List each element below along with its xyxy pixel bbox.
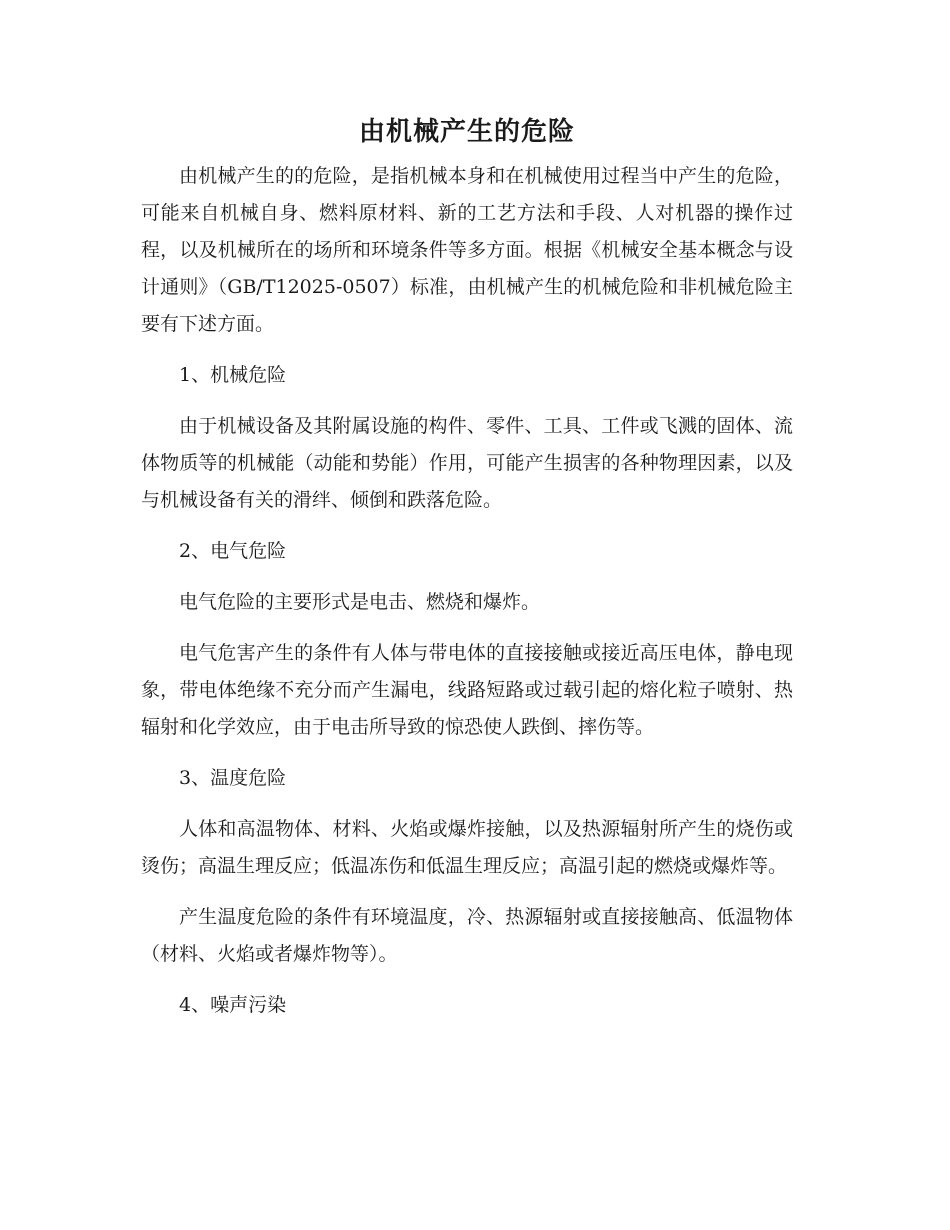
section-heading-noise: 4、噪声污染 xyxy=(179,994,287,1016)
mechanical-hazard-paragraph: 由于机械设备及其附属设施的构件、零件、工具、工件或飞溅的固体、流体物质等的机械能（动能和势能）作用，可能产生损害的各种物理因素，以及与机械设备有关的滑绊、倾倒和跌落危险。 xyxy=(141,415,793,511)
section-heading-electrical: 2、电气危险 xyxy=(179,540,287,562)
document-body xyxy=(141,112,793,1024)
electrical-hazard-conditions-paragraph: 电气危害产生的条件有人体与带电体的直接接触或接近高压电体，静电现象，带电体绝缘不充分而产生漏电，线路短路或过载引起的熔化粒子喷射、热辐射和化学效应，由于电击所导致的惊恐使人跌倒、摔伤等。 xyxy=(141,642,793,738)
temperature-hazard-conditions-paragraph: 产生温度危险的条件有环境温度，冷、热源辐射或直接接触高、低温物体（材料、火焰或者爆炸物等）。 xyxy=(141,906,793,965)
intro-paragraph: 由机械产生的的危险，是指机械本身和在机械使用过程当中产生的危险，可能来自机械自身、燃料原材料、新的工艺方法和手段、人对机器的操作过程，以及机械所在的场所和环境条件等多方面。根据《机械安全基本概念与设计通则》（GB/T12025-0507）标准，由机械产生的机械危险和非机械危险主要有下述方面。 xyxy=(141,165,793,335)
document-title: 由机械产生的危险 xyxy=(358,117,575,147)
electrical-hazard-forms-paragraph: 电气危险的主要形式是电击、燃烧和爆炸。 xyxy=(179,591,541,613)
section-heading-mechanical: 1、机械危险 xyxy=(179,364,287,386)
temperature-hazard-effects-paragraph: 人体和高温物体、材料、火焰或爆炸接触，以及热源辐射所产生的烧伤或烫伤；高温生理反应；低温冻伤和低温生理反应；高温引起的燃烧或爆炸等。 xyxy=(141,818,793,877)
section-heading-temperature: 3、温度危险 xyxy=(179,767,287,789)
